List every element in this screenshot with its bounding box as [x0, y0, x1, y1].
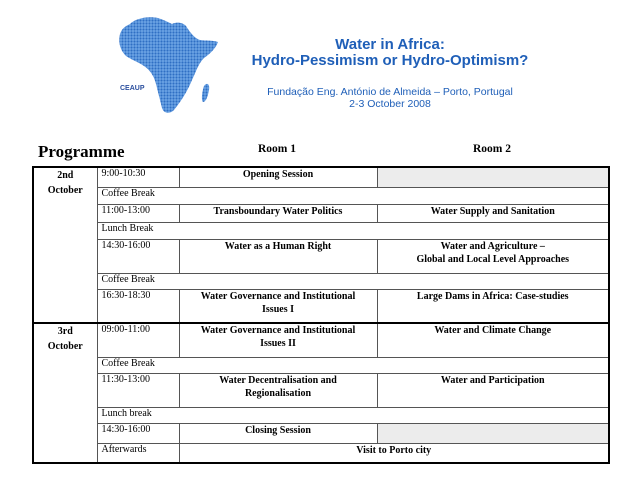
- break-label: Coffee Break: [97, 187, 609, 204]
- session-cell: Water and Climate Change: [377, 323, 609, 357]
- title-line-1: Water in Africa:: [335, 36, 445, 53]
- table-row: [33, 323, 609, 357]
- break-label: Lunch Break: [97, 222, 609, 239]
- time-cell: 14:30-16:00: [97, 239, 179, 273]
- session-cell: Water Supply and Sanitation: [377, 204, 609, 222]
- room-1-header: Room 1: [257, 143, 296, 155]
- break-label: Coffee Break: [97, 273, 609, 289]
- dates-text: 2-3 October 2008: [349, 98, 431, 110]
- table-row: [33, 373, 609, 407]
- time-cell: 09:00-11:00: [97, 323, 179, 357]
- venue-text: Fundação Eng. António de Almeida – Porto, Portugal: [267, 86, 513, 98]
- session-cell: Water Governance and Institutional Issues II: [179, 323, 377, 357]
- session-cell: Water Decentralisation and Regionalisation: [179, 373, 377, 407]
- time-cell: 14:30-16:00: [97, 423, 179, 443]
- title-line-2: Hydro-Pessimism or Hydro-Optimism?: [251, 52, 529, 69]
- time-cell: 16:30-18:30: [97, 289, 179, 323]
- break-row: [33, 187, 609, 204]
- table-row: [33, 443, 609, 463]
- day-label-2nd-october: 2nd October: [33, 167, 97, 323]
- session-cell: Water as a Human Right: [179, 239, 377, 273]
- break-row: [33, 273, 609, 289]
- empty-cell: [377, 423, 609, 443]
- break-label: Coffee Break: [97, 357, 609, 373]
- table-row: [33, 239, 609, 273]
- time-cell: 11:30-13:00: [97, 373, 179, 407]
- time-cell: 9:00-10:30: [97, 167, 179, 187]
- ceaup-badge: CEAUP: [120, 85, 145, 92]
- break-row: [33, 407, 609, 423]
- session-cell: Closing Session: [179, 423, 377, 443]
- session-cell: Water Governance and Institutional Issues I: [179, 289, 377, 323]
- session-cell: Opening Session: [179, 167, 377, 187]
- day-label-3rd-october: 3rd October: [33, 323, 97, 463]
- time-cell: Afterwards: [97, 443, 179, 463]
- session-cell: Transboundary Water Politics: [179, 204, 377, 222]
- session-cell: Water and Agriculture – Global and Local Level Approaches: [377, 239, 609, 273]
- time-cell: 11:00-13:00: [97, 204, 179, 222]
- session-cell: Water and Participation: [377, 373, 609, 407]
- programme-table: [32, 166, 610, 464]
- break-row: [33, 357, 609, 373]
- table-row: [33, 289, 609, 323]
- break-label: Lunch break: [97, 407, 609, 423]
- programme-heading: Programme: [38, 142, 125, 161]
- table-row: [33, 423, 609, 443]
- table-row: [33, 204, 609, 222]
- session-cell: Visit to Porto city: [179, 443, 609, 463]
- break-row: [33, 222, 609, 239]
- room-2-header: Room 2: [472, 143, 511, 155]
- empty-cell: [377, 167, 609, 187]
- table-row: [33, 167, 609, 187]
- session-cell: Large Dams in Africa: Case-studies: [377, 289, 609, 323]
